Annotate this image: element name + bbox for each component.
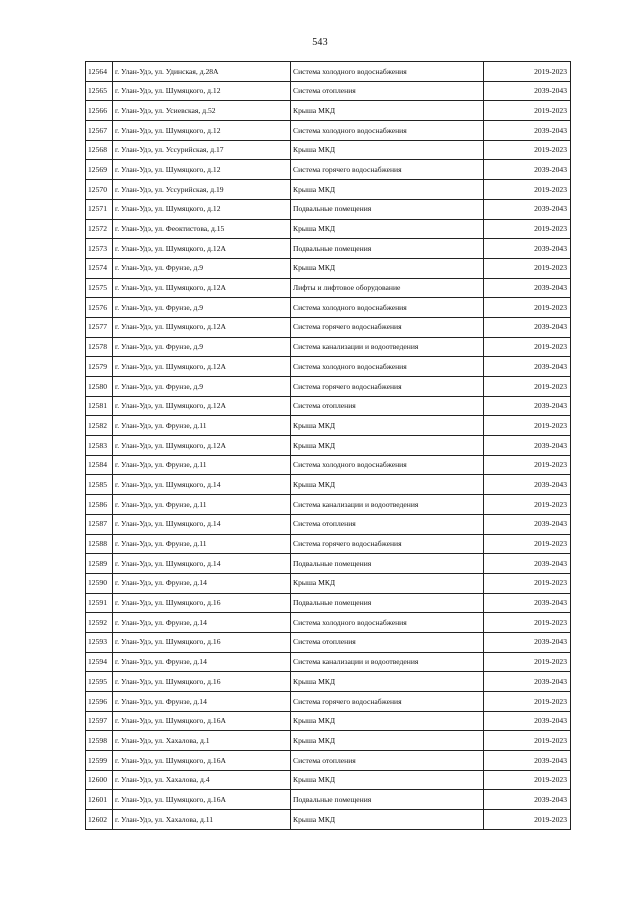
table-row <box>86 514 571 534</box>
row-number-cell: 12584 <box>86 455 113 475</box>
period-cell: 2019-2023 <box>484 692 571 712</box>
system-cell: Крыша МКД <box>291 475 484 495</box>
table-row <box>86 317 571 337</box>
period-cell: 2019-2023 <box>484 652 571 672</box>
system-cell: Система горячего водоснабжения <box>291 160 484 180</box>
period-cell: 2019-2023 <box>484 101 571 121</box>
table-row <box>86 62 571 82</box>
address-cell: г. Улан-Удэ, ул. Хахалова, д.11 <box>113 810 291 830</box>
address-cell: г. Улан-Удэ, ул. Фрунзе, д.14 <box>113 613 291 633</box>
system-cell: Крыша МКД <box>291 672 484 692</box>
registry-table <box>85 61 571 830</box>
row-number-cell: 12568 <box>86 140 113 160</box>
address-cell: г. Улан-Удэ, ул. Шумяцкого, д.14 <box>113 475 291 495</box>
period-cell: 2019-2023 <box>484 298 571 318</box>
address-cell: г. Улан-Удэ, ул. Шумяцкого, д.16 <box>113 593 291 613</box>
system-cell: Система горячего водоснабжения <box>291 534 484 554</box>
system-cell: Система холодного водоснабжения <box>291 455 484 475</box>
row-number-cell: 12580 <box>86 377 113 397</box>
system-cell: Крыша МКД <box>291 180 484 200</box>
table-row <box>86 672 571 692</box>
address-cell: г. Улан-Удэ, ул. Шумяцкого, д.16А <box>113 711 291 731</box>
page-number: 543 <box>312 37 328 48</box>
system-cell: Система отопления <box>291 81 484 101</box>
row-number-cell: 12564 <box>86 62 113 82</box>
table-row <box>86 81 571 101</box>
row-number-cell: 12582 <box>86 416 113 436</box>
row-number-cell: 12591 <box>86 593 113 613</box>
period-cell: 2019-2023 <box>484 455 571 475</box>
address-cell: г. Улан-Удэ, ул. Шумяцкого, д.12 <box>113 121 291 141</box>
period-cell: 2019-2023 <box>484 613 571 633</box>
row-number-cell: 12569 <box>86 160 113 180</box>
row-number-cell: 12583 <box>86 436 113 456</box>
row-number-cell: 12572 <box>86 219 113 239</box>
registry-table-body <box>86 62 571 830</box>
table-row <box>86 199 571 219</box>
system-cell: Система горячего водоснабжения <box>291 377 484 397</box>
table-row <box>86 475 571 495</box>
address-cell: г. Улан-Удэ, ул. Фрунзе, д.9 <box>113 298 291 318</box>
system-cell: Крыша МКД <box>291 416 484 436</box>
row-number-cell: 12585 <box>86 475 113 495</box>
system-cell: Крыша МКД <box>291 140 484 160</box>
period-cell: 2019-2023 <box>484 337 571 357</box>
table-row <box>86 396 571 416</box>
address-cell: г. Улан-Удэ, ул. Шумяцкого, д.12А <box>113 278 291 298</box>
table-row <box>86 101 571 121</box>
period-cell: 2019-2023 <box>484 140 571 160</box>
period-cell: 2039-2043 <box>484 711 571 731</box>
period-cell: 2039-2043 <box>484 160 571 180</box>
period-cell: 2019-2023 <box>484 770 571 790</box>
system-cell: Крыша МКД <box>291 711 484 731</box>
address-cell: г. Улан-Удэ, ул. Фрунзе, д.9 <box>113 337 291 357</box>
address-cell: г. Улан-Удэ, ул. Фрунзе, д.9 <box>113 258 291 278</box>
row-number-cell: 12590 <box>86 573 113 593</box>
address-cell: г. Улан-Удэ, ул. Феоктистова, д.15 <box>113 219 291 239</box>
address-cell: г. Улан-Удэ, ул. Шумяцкого, д.12А <box>113 239 291 259</box>
table-row <box>86 121 571 141</box>
row-number-cell: 12595 <box>86 672 113 692</box>
table-row <box>86 377 571 397</box>
table-row <box>86 298 571 318</box>
period-cell: 2039-2043 <box>484 790 571 810</box>
system-cell: Крыша МКД <box>291 219 484 239</box>
row-number-cell: 12578 <box>86 337 113 357</box>
row-number-cell: 12574 <box>86 258 113 278</box>
address-cell: г. Улан-Удэ, ул. Шумяцкого, д.16А <box>113 751 291 771</box>
system-cell: Крыша МКД <box>291 731 484 751</box>
table-row <box>86 357 571 377</box>
period-cell: 2019-2023 <box>484 416 571 436</box>
row-number-cell: 12571 <box>86 199 113 219</box>
system-cell: Система горячего водоснабжения <box>291 692 484 712</box>
table-row <box>86 416 571 436</box>
period-cell: 2019-2023 <box>484 180 571 200</box>
period-cell: 2019-2023 <box>484 534 571 554</box>
system-cell: Система отопления <box>291 751 484 771</box>
row-number-cell: 12598 <box>86 731 113 751</box>
table-row <box>86 731 571 751</box>
system-cell: Крыша МКД <box>291 101 484 121</box>
period-cell: 2039-2043 <box>484 81 571 101</box>
address-cell: г. Улан-Удэ, ул. Шумяцкого, д.14 <box>113 554 291 574</box>
table-row <box>86 455 571 475</box>
system-cell: Подвальные помещения <box>291 593 484 613</box>
address-cell: г. Улан-Удэ, ул. Шумяцкого, д.12А <box>113 317 291 337</box>
system-cell: Крыша МКД <box>291 810 484 830</box>
address-cell: г. Улан-Удэ, ул. Шумяцкого, д.12А <box>113 357 291 377</box>
period-cell: 2039-2043 <box>484 632 571 652</box>
table-row <box>86 140 571 160</box>
period-cell: 2039-2043 <box>484 278 571 298</box>
row-number-cell: 12592 <box>86 613 113 633</box>
system-cell: Система холодного водоснабжения <box>291 121 484 141</box>
system-cell: Подвальные помещения <box>291 554 484 574</box>
table-row <box>86 711 571 731</box>
row-number-cell: 12581 <box>86 396 113 416</box>
address-cell: г. Улан-Удэ, ул. Шумяцкого, д.16А <box>113 790 291 810</box>
address-cell: г. Улан-Удэ, ул. Фрунзе, д.14 <box>113 652 291 672</box>
table-row <box>86 790 571 810</box>
table-row <box>86 337 571 357</box>
table-row <box>86 436 571 456</box>
address-cell: г. Улан-Удэ, ул. Шумяцкого, д.12А <box>113 396 291 416</box>
system-cell: Система горячего водоснабжения <box>291 317 484 337</box>
period-cell: 2039-2043 <box>484 317 571 337</box>
row-number-cell: 12587 <box>86 514 113 534</box>
table-row <box>86 751 571 771</box>
period-cell: 2039-2043 <box>484 436 571 456</box>
system-cell: Лифты и лифтовое оборудование <box>291 278 484 298</box>
address-cell: г. Улан-Удэ, ул. Усиевская, д.52 <box>113 101 291 121</box>
period-cell: 2039-2043 <box>484 593 571 613</box>
system-cell: Крыша МКД <box>291 770 484 790</box>
period-cell: 2039-2043 <box>484 199 571 219</box>
row-number-cell: 12600 <box>86 770 113 790</box>
period-cell: 2019-2023 <box>484 219 571 239</box>
address-cell: г. Улан-Удэ, ул. Хахалова, д.4 <box>113 770 291 790</box>
row-number-cell: 12570 <box>86 180 113 200</box>
period-cell: 2039-2043 <box>484 475 571 495</box>
period-cell: 2019-2023 <box>484 377 571 397</box>
system-cell: Подвальные помещения <box>291 790 484 810</box>
system-cell: Система отопления <box>291 514 484 534</box>
period-cell: 2039-2043 <box>484 239 571 259</box>
period-cell: 2019-2023 <box>484 731 571 751</box>
period-cell: 2039-2043 <box>484 554 571 574</box>
table-row <box>86 278 571 298</box>
row-number-cell: 12602 <box>86 810 113 830</box>
system-cell: Подвальные помещения <box>291 199 484 219</box>
system-cell: Система отопления <box>291 396 484 416</box>
address-cell: г. Улан-Удэ, ул. Уссурийская, д.17 <box>113 140 291 160</box>
address-cell: г. Улан-Удэ, ул. Фрунзе, д.11 <box>113 416 291 436</box>
row-number-cell: 12588 <box>86 534 113 554</box>
row-number-cell: 12567 <box>86 121 113 141</box>
system-cell: Система холодного водоснабжения <box>291 298 484 318</box>
table-row <box>86 258 571 278</box>
table-row <box>86 495 571 515</box>
address-cell: г. Улан-Удэ, ул. Шумяцкого, д.12 <box>113 199 291 219</box>
address-cell: г. Улан-Удэ, ул. Фрунзе, д.11 <box>113 495 291 515</box>
row-number-cell: 12597 <box>86 711 113 731</box>
period-cell: 2019-2023 <box>484 573 571 593</box>
row-number-cell: 12575 <box>86 278 113 298</box>
address-cell: г. Улан-Удэ, ул. Удинская, д.28А <box>113 62 291 82</box>
system-cell: Система канализации и водоотведения <box>291 337 484 357</box>
row-number-cell: 12576 <box>86 298 113 318</box>
table-row <box>86 652 571 672</box>
row-number-cell: 12593 <box>86 632 113 652</box>
table-row <box>86 534 571 554</box>
address-cell: г. Улан-Удэ, ул. Шумяцкого, д.12 <box>113 81 291 101</box>
address-cell: г. Улан-Удэ, ул. Хахалова, д.1 <box>113 731 291 751</box>
system-cell: Система холодного водоснабжения <box>291 62 484 82</box>
address-cell: г. Улан-Удэ, ул. Шумяцкого, д.12А <box>113 436 291 456</box>
address-cell: г. Улан-Удэ, ул. Фрунзе, д.11 <box>113 534 291 554</box>
table-row <box>86 770 571 790</box>
period-cell: 2039-2043 <box>484 751 571 771</box>
address-cell: г. Улан-Удэ, ул. Уссурийская, д.19 <box>113 180 291 200</box>
table-row <box>86 219 571 239</box>
system-cell: Крыша МКД <box>291 258 484 278</box>
address-cell: г. Улан-Удэ, ул. Шумяцкого, д.16 <box>113 672 291 692</box>
system-cell: Система канализации и водоотведения <box>291 495 484 515</box>
table-row <box>86 632 571 652</box>
table-row <box>86 239 571 259</box>
table-row <box>86 554 571 574</box>
address-cell: г. Улан-Удэ, ул. Фрунзе, д.9 <box>113 377 291 397</box>
row-number-cell: 12594 <box>86 652 113 672</box>
address-cell: г. Улан-Удэ, ул. Фрунзе, д.11 <box>113 455 291 475</box>
period-cell: 2039-2043 <box>484 514 571 534</box>
address-cell: г. Улан-Удэ, ул. Шумяцкого, д.14 <box>113 514 291 534</box>
table-row <box>86 692 571 712</box>
table-row <box>86 573 571 593</box>
row-number-cell: 12566 <box>86 101 113 121</box>
system-cell: Подвальные помещения <box>291 239 484 259</box>
address-cell: г. Улан-Удэ, ул. Фрунзе, д.14 <box>113 573 291 593</box>
system-cell: Система холодного водоснабжения <box>291 357 484 377</box>
address-cell: г. Улан-Удэ, ул. Шумяцкого, д.12 <box>113 160 291 180</box>
row-number-cell: 12565 <box>86 81 113 101</box>
row-number-cell: 12577 <box>86 317 113 337</box>
period-cell: 2019-2023 <box>484 258 571 278</box>
period-cell: 2039-2043 <box>484 396 571 416</box>
period-cell: 2039-2043 <box>484 121 571 141</box>
row-number-cell: 12586 <box>86 495 113 515</box>
system-cell: Крыша МКД <box>291 436 484 456</box>
row-number-cell: 12579 <box>86 357 113 377</box>
address-cell: г. Улан-Удэ, ул. Шумяцкого, д.16 <box>113 632 291 652</box>
address-cell: г. Улан-Удэ, ул. Фрунзе, д.14 <box>113 692 291 712</box>
table-row <box>86 160 571 180</box>
period-cell: 2019-2023 <box>484 62 571 82</box>
period-cell: 2019-2023 <box>484 495 571 515</box>
row-number-cell: 12573 <box>86 239 113 259</box>
system-cell: Крыша МКД <box>291 573 484 593</box>
period-cell: 2019-2023 <box>484 810 571 830</box>
table-row <box>86 180 571 200</box>
system-cell: Система канализации и водоотведения <box>291 652 484 672</box>
row-number-cell: 12599 <box>86 751 113 771</box>
row-number-cell: 12589 <box>86 554 113 574</box>
period-cell: 2039-2043 <box>484 672 571 692</box>
system-cell: Система отопления <box>291 632 484 652</box>
period-cell: 2039-2043 <box>484 357 571 377</box>
system-cell: Система холодного водоснабжения <box>291 613 484 633</box>
table-row <box>86 613 571 633</box>
table-row <box>86 593 571 613</box>
row-number-cell: 12596 <box>86 692 113 712</box>
row-number-cell: 12601 <box>86 790 113 810</box>
table-row <box>86 810 571 830</box>
